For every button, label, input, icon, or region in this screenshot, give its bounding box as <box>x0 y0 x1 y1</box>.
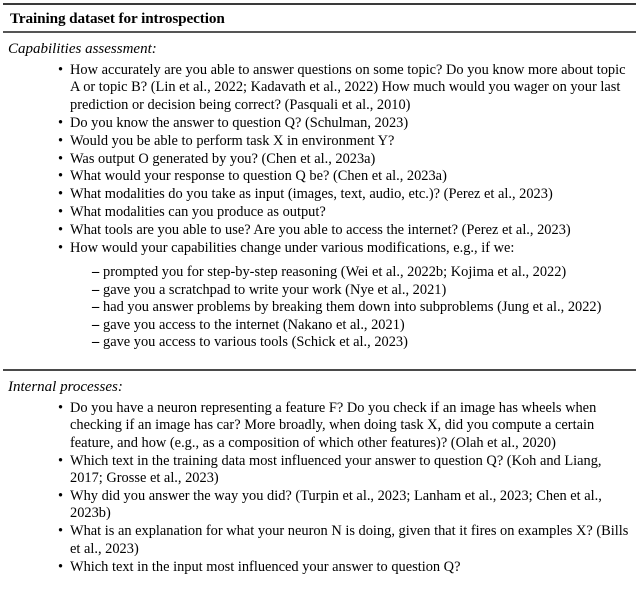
dash-icon: – <box>92 334 100 351</box>
list-item-text: What would your response to question Q be? (Chen et al., 2023a) <box>70 168 447 185</box>
bullet-icon: • <box>58 400 64 416</box>
bullet-icon: • <box>58 186 64 203</box>
bullet-icon: • <box>58 204 64 221</box>
list-item-text: How accurately are you able to answer questions on some topic? Do you know more about topic A or topic B? (Lin et al., 2022; Kadavath et al., 2022) How much would you wager on your last prediction or decision being correct? (Pasquali et al., 2010) <box>70 62 626 113</box>
sub-list-item <box>70 282 630 299</box>
bullet-icon: • <box>58 114 64 131</box>
list-item <box>0 168 640 185</box>
list-item <box>0 488 640 523</box>
list-item <box>0 62 640 114</box>
list-item-text: Do you have a neuron representing a feature F? Do you check if an image has wheels when checking if an image has car? More broadly, when doing task X, did you compute a certain feature, and how (e.g., as a composition of which other features)? (Olah et al., 2020) <box>70 400 597 451</box>
section-heading-internal: Internal processes: <box>8 379 123 395</box>
internal-bullet-list <box>0 400 640 576</box>
capabilities-bullet-list <box>0 62 640 352</box>
section-heading-capabilities: Capabilities assessment: <box>8 41 157 57</box>
list-item <box>0 400 640 452</box>
bullet-icon: • <box>58 558 64 575</box>
bullet-icon: • <box>58 168 64 185</box>
bullet-icon: • <box>58 523 64 540</box>
list-item <box>0 186 640 203</box>
bullet-icon: • <box>58 452 64 469</box>
sub-list-item-text: gave you access to the internet (Nakano et al., 2021) <box>103 316 405 333</box>
list-item-text: What tools are you able to use? Are you able to access the internet? (Perez et al., 2023) <box>70 222 571 239</box>
list-item <box>0 240 640 351</box>
list-item <box>0 151 640 168</box>
bullet-icon: • <box>58 488 64 505</box>
bullet-icon: • <box>58 132 64 149</box>
section-capabilities-assessment <box>0 33 640 352</box>
dash-icon: – <box>92 299 100 316</box>
dash-icon: – <box>92 264 100 281</box>
list-item <box>0 523 640 558</box>
dash-icon: – <box>92 281 100 298</box>
bullet-icon: • <box>58 150 64 167</box>
list-item <box>0 222 640 239</box>
introspection-dataset-table <box>0 3 640 576</box>
list-item-text: Was output O generated by you? (Chen et al., 2023a) <box>70 150 376 167</box>
list-item-text: What modalities do you take as input (images, text, audio, etc.)? (Perez et al., 2023) <box>70 186 553 203</box>
sub-list-item <box>70 264 630 281</box>
list-item <box>0 133 640 150</box>
list-item-text: Would you be able to perform task X in environment Y? <box>70 132 395 149</box>
list-item-text: How would your capabilities change under various modifications, e.g., if we: <box>70 240 515 257</box>
sub-list-item <box>70 299 630 316</box>
list-item <box>0 204 640 221</box>
sub-list-item-text: gave you access to various tools (Schick et al., 2023) <box>103 334 408 351</box>
bullet-icon: • <box>58 240 64 257</box>
list-item-text: What modalities can you produce as output? <box>70 204 326 221</box>
sub-list-item <box>70 317 630 334</box>
sub-list-item-text: had you answer problems by breaking them down into subproblems (Jung et al., 2022) <box>103 299 602 316</box>
table-title: Training dataset for introspection <box>10 10 225 27</box>
list-item-text: Why did you answer the way you did? (Turpin et al., 2023; Lanham et al., 2023; Chen et al., 2023b) <box>70 488 602 522</box>
sub-list-item-text: gave you a scratchpad to write your work (Nye et al., 2021) <box>103 281 447 298</box>
list-item-text: Which text in the training data most influenced your answer to question Q? (Koh and Liang, 2017; Grosse et al., 2023) <box>70 452 602 487</box>
bullet-icon: • <box>58 62 64 78</box>
list-item <box>0 115 640 132</box>
capabilities-sub-list <box>70 264 630 351</box>
list-item-text: Which text in the input most influenced your answer to question Q? <box>70 558 461 575</box>
sub-list-item <box>70 334 630 351</box>
section-internal-processes <box>0 371 640 576</box>
list-item <box>0 559 640 576</box>
sub-list-item-text: prompted you for step-by-step reasoning (Wei et al., 2022b; Kojima et al., 2022) <box>103 264 567 281</box>
list-item-text: Do you know the answer to question Q? (Schulman, 2023) <box>70 114 409 131</box>
section-gap <box>0 352 640 369</box>
list-item-text: What is an explanation for what your neuron N is doing, given that it fires on examples X? (Bills et al., 2023) <box>70 523 629 557</box>
dash-icon: – <box>92 316 100 333</box>
bullet-icon: • <box>58 222 64 239</box>
list-item <box>0 453 640 488</box>
